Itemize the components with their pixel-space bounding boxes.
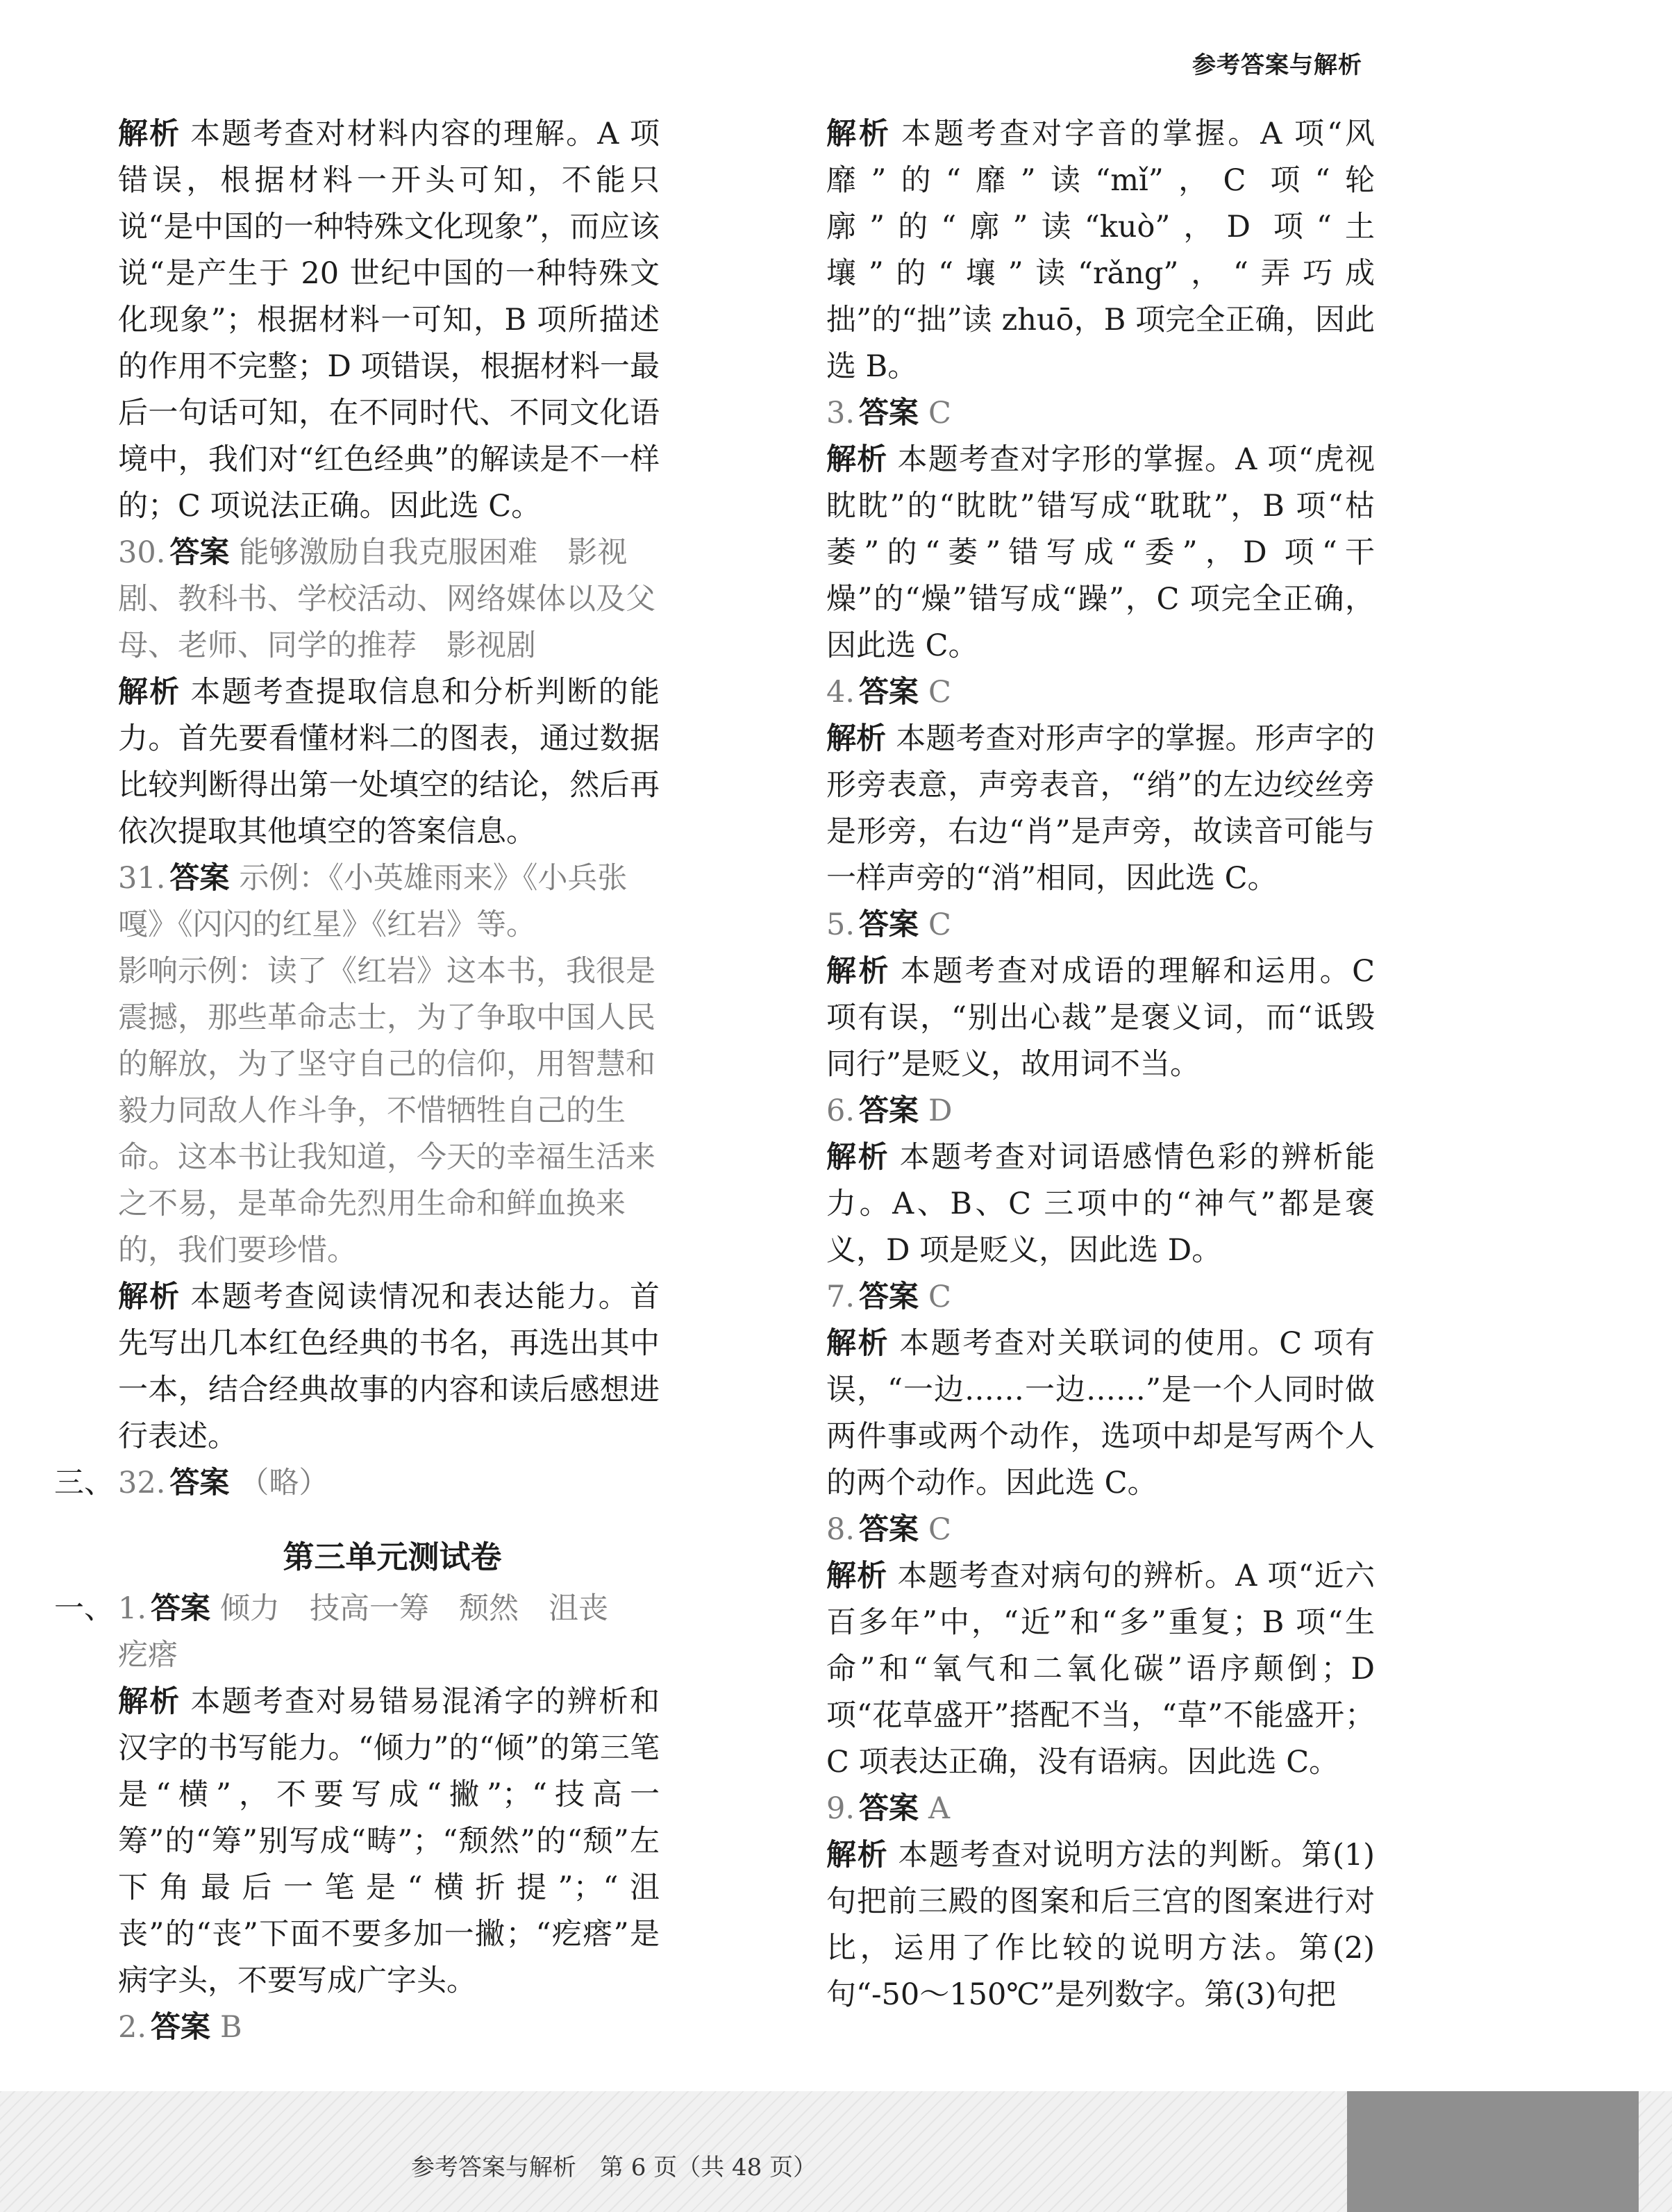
answer-continuation: 影响示例：读了《红岩》这本书，我很是震撼，那些革命志士，为了争取中国人民的解放，为了坚守自己的信仰，用智慧和毅力同敌人作斗争，不惜牺牲自己的生命。这本书让我知道，今天的幸福生活来之不易，是革命先烈用生命和鲜血换来的，我们要珍惜。 <box>118 954 655 1268</box>
answer-text: C <box>928 1280 951 1314</box>
analysis-text: 本题考查对关联词的使用。C 项有误，“一边……一边……”是一个人同时做两件事或两个动作，选项中却是写两个人的两个动作。因此选 C。 <box>826 1326 1376 1500</box>
answer-label: 答案 <box>859 907 919 942</box>
analysis-label: 解析 <box>826 1838 889 1872</box>
answer-label: 答案 <box>169 535 230 570</box>
answer-text: C <box>928 907 951 942</box>
analysis-paragraph <box>118 669 660 855</box>
answer-line <box>54 1586 660 1679</box>
answer-text: C <box>928 1512 951 1547</box>
question-number: 31. <box>118 861 166 896</box>
analysis-text: 本题考查对说明方法的判断。第(1)句把前三殿的图案和后三宫的图案进行对比，运用了作比较的说明方法。第(2)句“-50～150℃”是列数字。第(3)句把 <box>826 1838 1375 2012</box>
analysis-paragraph <box>826 716 1375 902</box>
analysis-paragraph <box>118 111 660 530</box>
answer-text: C <box>928 396 951 430</box>
analysis-label: 解析 <box>826 954 891 989</box>
answer-line <box>826 1088 1375 1134</box>
answer-label: 答案 <box>151 1591 211 1626</box>
right-column <box>826 111 1375 2018</box>
section-number: 一、 <box>54 1591 114 1626</box>
answer-text: D <box>928 1094 953 1128</box>
question-number: 7. <box>826 1280 855 1314</box>
analysis-label: 解析 <box>118 1684 181 1719</box>
analysis-text: 本题考查对形声字的掌握。形声字的形旁表意，声旁表音，“绡”的左边绞丝旁是形旁，右边“肖”是声旁，故读音可能与一样声旁的“消”相同，因此选 C。 <box>826 721 1376 896</box>
analysis-text: 本题考查对成语的理解和运用。C 项有误，“别出心裁”是褒义词，而“诋毁同行”是贬义，故用词不当。 <box>826 954 1375 1082</box>
analysis-paragraph <box>118 1274 660 1460</box>
analysis-paragraph <box>826 1321 1375 1507</box>
analysis-paragraph <box>118 1679 660 2004</box>
analysis-label: 解析 <box>826 721 887 756</box>
analysis-text: 本题考查阅读情况和表达能力。首先写出几本红色经典的书名，再选出其中一本，结合经典故事的内容和读后感想进行表述。 <box>118 1280 660 1454</box>
analysis-label: 解析 <box>826 1326 890 1361</box>
analysis-label: 解析 <box>118 117 181 151</box>
question-number: 30. <box>118 535 166 570</box>
answer-text: C <box>928 675 951 710</box>
analysis-text: 本题考查提取信息和分析判断的能力。首先要看懂材料二的图表，通过数据比较判断得出第一处填空的结论，然后再依次提取其他填空的答案信息。 <box>118 675 660 849</box>
question-number: 6. <box>826 1094 855 1128</box>
analysis-label: 解析 <box>118 1280 181 1314</box>
answer-line <box>118 530 660 669</box>
question-number: 5. <box>826 907 855 942</box>
answer-text: 示例：《小英雄雨来》《小兵张嘎》《闪闪的红星》《红岩》等。 <box>118 861 628 942</box>
answer-label: 答案 <box>859 1512 919 1547</box>
analysis-text: 本题考查对词语感情色彩的辨析能力。A、B、C 三项中的“神气”都是褒义，D 项是贬义，因此选 D。 <box>826 1140 1375 1268</box>
left-column <box>54 111 660 2051</box>
answer-label: 答案 <box>859 1280 919 1314</box>
answer-text: （略） <box>239 1466 329 1500</box>
analysis-paragraph <box>826 1832 1375 2018</box>
answer-label: 答案 <box>151 2010 211 2045</box>
answer-line <box>826 902 1375 948</box>
answer-line <box>118 855 660 948</box>
answer-text: B <box>220 2010 242 2045</box>
page-header-title: 参考答案与解析 <box>1192 51 1362 79</box>
answer-label: 答案 <box>859 675 919 710</box>
answer-label: 答案 <box>169 1466 230 1500</box>
analysis-paragraph <box>826 948 1375 1088</box>
question-number: 9. <box>826 1791 855 1826</box>
question-number: 8. <box>826 1512 855 1547</box>
answer-label: 答案 <box>169 861 230 896</box>
answer-line <box>54 1460 660 1507</box>
answer-text: 倾力 技高一筹 颓然 沮丧 疙瘩 <box>118 1591 639 1673</box>
question-number: 1. <box>118 1591 147 1626</box>
answer-text: A <box>928 1791 951 1826</box>
analysis-label: 解析 <box>118 675 181 710</box>
analysis-label: 解析 <box>826 117 892 151</box>
footer-page-info: 参考答案与解析 第 6 页（共 48 页） <box>410 2154 817 2181</box>
answer-line <box>826 669 1375 716</box>
analysis-label: 解析 <box>826 442 888 477</box>
answer-text: 能够激励自我克服困难 影视剧、教科书、学校活动、网络媒体以及父母、老师、同学的推荐 影视剧 <box>118 535 655 663</box>
section-number: 三、 <box>54 1466 114 1500</box>
answer-line <box>826 1507 1375 1553</box>
unit-test-title: 第三单元测试卷 <box>283 1539 502 1575</box>
answer-line <box>826 1274 1375 1321</box>
question-number: 4. <box>826 675 855 710</box>
answer-label: 答案 <box>859 396 919 430</box>
analysis-paragraph <box>826 1553 1375 1786</box>
answer-label: 答案 <box>859 1094 919 1128</box>
analysis-text: 本题考查对字形的掌握。A 项“虎视眈眈”的“眈眈”错写成“耽耽”，B 项“枯萎”的“萎”错写成“委”，D 项“干燥”的“燥”错写成“躁”，C 项完全正确，因此选 C。 <box>826 442 1375 663</box>
analysis-label: 解析 <box>826 1559 888 1593</box>
analysis-text: 本题考查对材料内容的理解。A 项错误，根据材料一开头可知，不能只说“是中国的一种特殊文化现象”，而应该说“是产生于 20 世纪中国的一种特殊文化现象”；根据材料一可知，B 项所描述的作用不完整；D 项错误，根据材料一最后一句话可知，在不同时代、不同文化语境中，我们对“红色经典”的解读是不一样的；C 项说法正确。因此选 C。 <box>118 117 660 523</box>
analysis-paragraph <box>826 437 1375 669</box>
analysis-text: 本题考查对病句的辨析。A 项“近六百多年”中，“近”和“多”重复；B 项“生命”和“氧气和二氧化碳”语序颠倒；D 项“花草盛开”搭配不当，“草”不能盛开；C 项表达正确，没有语病。因此选 C。 <box>826 1559 1375 1779</box>
answer-label: 答案 <box>859 1791 919 1826</box>
answer-line <box>118 2004 660 2051</box>
analysis-paragraph <box>826 1134 1375 1274</box>
answer-line <box>826 1786 1375 1832</box>
question-number: 32. <box>118 1466 166 1500</box>
question-number: 3. <box>826 396 855 430</box>
analysis-paragraph <box>826 111 1375 390</box>
analysis-label: 解析 <box>826 1140 890 1175</box>
analysis-text: 本题考查对易错易混淆字的辨析和汉字的书写能力。“倾力”的“倾”的第三笔是“横”，不要写成“撇”；“技高一筹”的“筹”别写成“畴”；“颓然”的“颓”左下角最后一笔是“横折提”；“沮丧”的“丧”下面不要多加一撇；“疙瘩”是病字头，不要写成广字头。 <box>118 1684 660 1998</box>
question-number: 2. <box>118 2010 147 2045</box>
answer-line <box>826 390 1375 437</box>
analysis-text: 本题考查对字音的掌握。A 项“风靡”的“靡”读“mǐ”，C 项“轮廓”的“廓”读“kuò”，D 项“土壤”的“壤”读“rǎng”，“弄巧成拙”的“拙”读 zhuō，B 项完全正确，因此选 B。 <box>826 117 1375 384</box>
